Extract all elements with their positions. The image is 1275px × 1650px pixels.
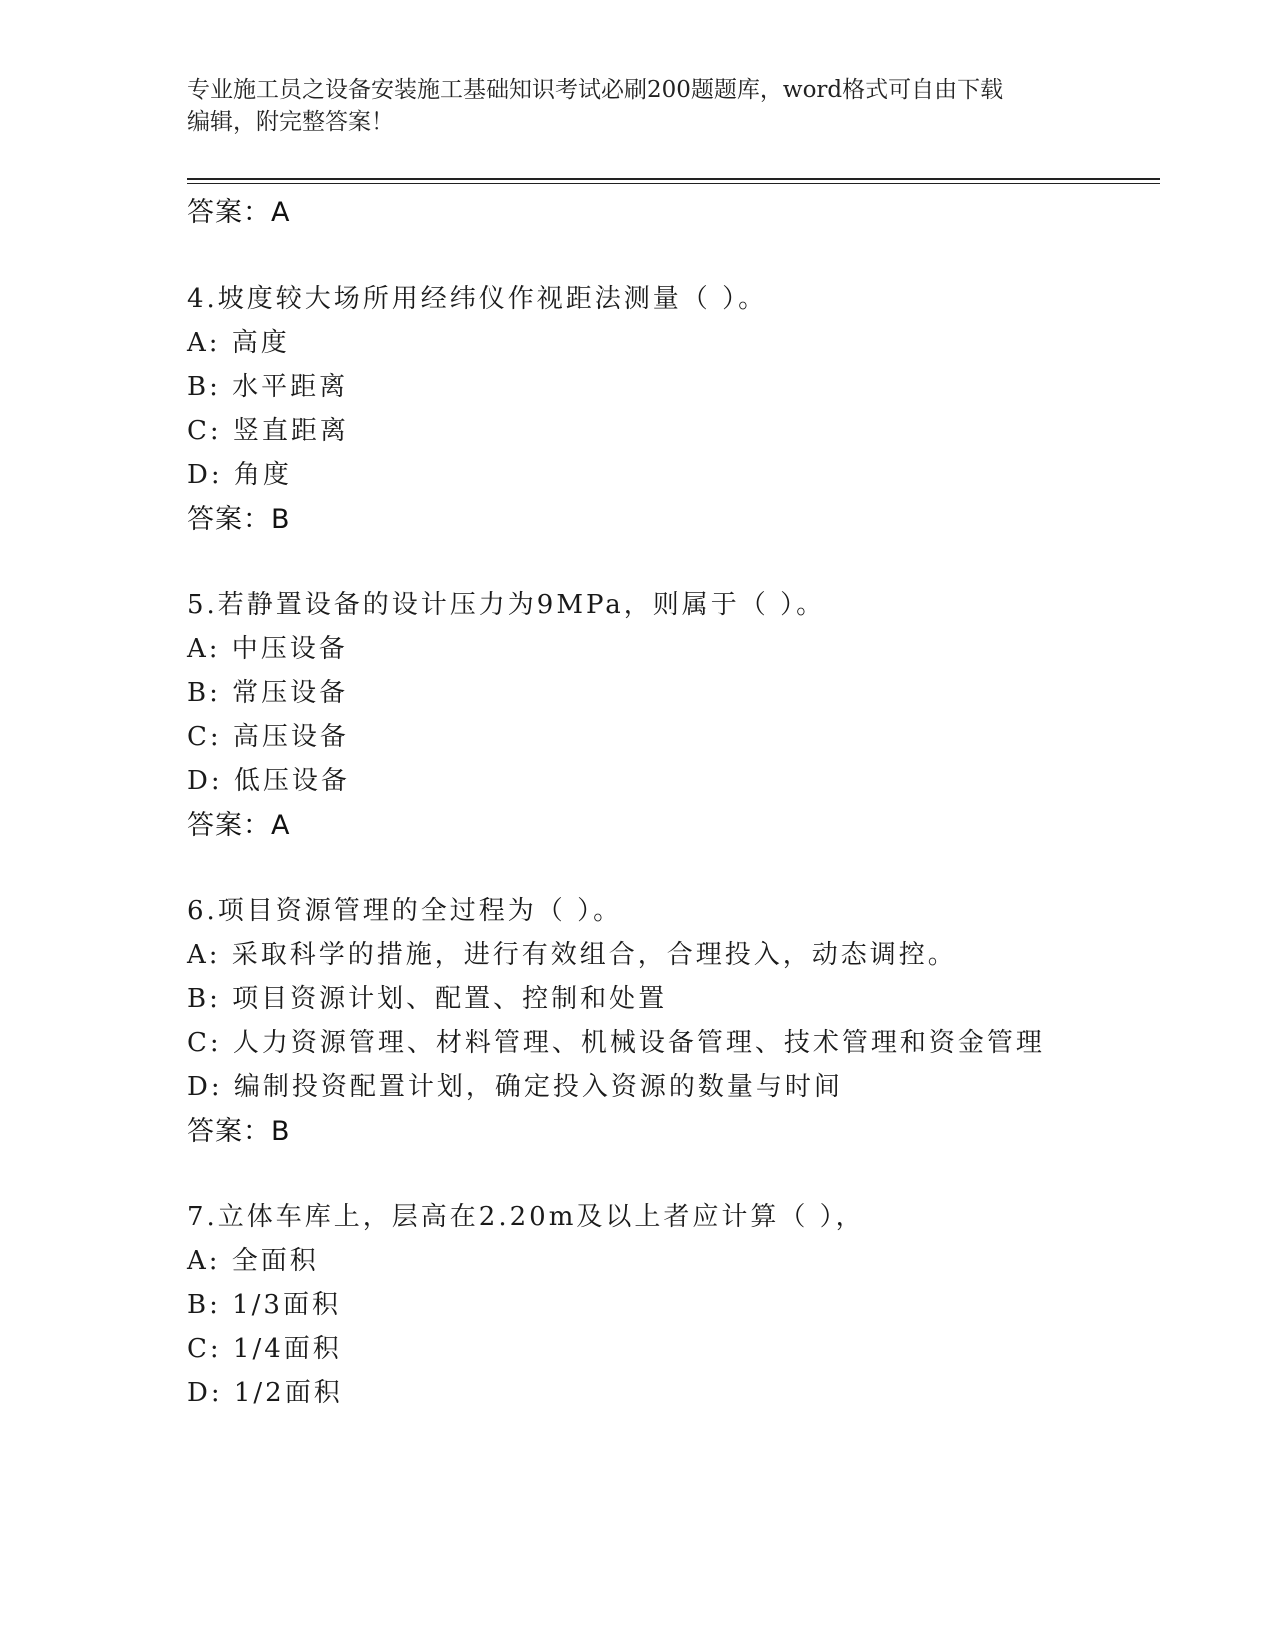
answer-q6: 答案：B (187, 1116, 291, 1147)
question-5-option-b: B: 常压设备 (187, 678, 349, 708)
answer-q5: 答案：A (187, 810, 291, 841)
document-header (187, 74, 1087, 138)
answer-q3: 答案：A (187, 197, 291, 228)
header-title-line-2: 编辑，附完整答案！ (187, 109, 394, 135)
question-4-option-d: D: 角度 (187, 460, 292, 490)
answer-q4: 答案：B (187, 504, 291, 535)
question-4-option-a: A: 高度 (187, 328, 290, 358)
question-4-option-c: C: 竖直距离 (187, 416, 349, 446)
question-6-option-b: B: 项目资源计划、配置、控制和处置 (187, 984, 668, 1014)
question-5-option-a: A: 中压设备 (187, 634, 348, 664)
question-5-option-c: C: 高压设备 (187, 722, 349, 752)
question-6-option-d: D: 编制投资配置计划，确定投入资源的数量与时间 (187, 1072, 843, 1102)
header-title-line-1: 专业施工员之设备安装施工基础知识考试必刷200题题库，word格式可自由下载 (187, 77, 1004, 103)
question-7-option-a: A: 全面积 (187, 1246, 319, 1276)
question-7-stem: 7.立体车库上，层高在2.20m及以上者应计算（ ）， (187, 1202, 865, 1232)
question-4-stem: 4.坡度较大场所用经纬仪作视距法测量（ ）。 (187, 284, 768, 314)
question-5-stem: 5.若静置设备的设计压力为9MPa，则属于（ ）。 (187, 590, 826, 620)
question-6-option-a: A: 采取科学的措施，进行有效组合，合理投入，动态调控。 (187, 940, 957, 970)
header-divider-thick (187, 178, 1160, 180)
question-7-option-d: D: 1/2面积 (187, 1378, 343, 1408)
question-7-option-c: C: 1/4面积 (187, 1334, 342, 1364)
question-7-option-b: B: 1/3面积 (187, 1290, 341, 1320)
question-5-option-d: D: 低压设备 (187, 766, 350, 796)
question-4-option-b: B: 水平距离 (187, 372, 349, 402)
question-6-stem: 6.项目资源管理的全过程为（ ）。 (187, 896, 623, 926)
header-divider-thin (187, 183, 1160, 184)
question-6-option-c: C: 人力资源管理、材料管理、机械设备管理、技术管理和资金管理 (187, 1028, 1045, 1058)
